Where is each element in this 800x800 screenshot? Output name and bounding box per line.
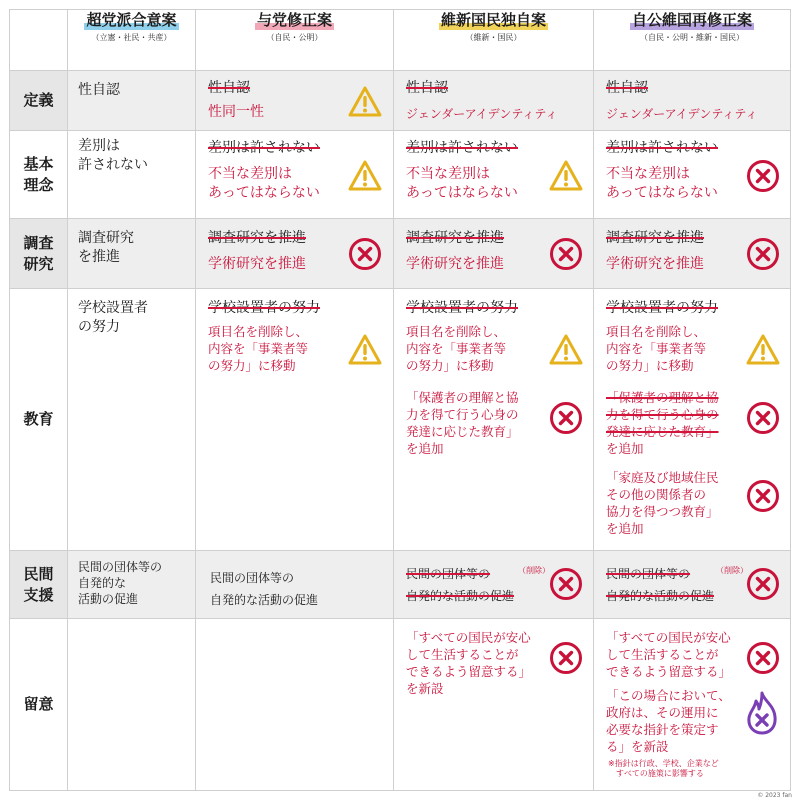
struck-text: 学校設置者の努力: [406, 300, 518, 316]
col-parties: （維新・国民）: [465, 33, 522, 42]
col-parties: （立憲・社民・共産）: [91, 33, 172, 42]
cell: [196, 131, 394, 219]
row-principle: [10, 131, 791, 219]
row-support: [10, 551, 791, 619]
cell: [196, 551, 394, 619]
cell: [394, 131, 594, 219]
revised-text: 項目名を削除し、 内容を「事業者等 の努力」に移動: [406, 324, 507, 373]
base-text: 性自認: [78, 82, 120, 98]
footnote: ※指針は行政、学校、企業など すべての施策に影響する: [608, 759, 719, 778]
cell: [594, 619, 791, 791]
warning-icon: [348, 85, 382, 119]
struck-clause: 「保護者の理解と協 力を得て行う心身の 発達に応じた教育」: [606, 390, 719, 439]
struck-text: 調査研究を推進: [406, 230, 504, 246]
row-education: [10, 289, 791, 551]
struck-text: 性自認: [208, 80, 250, 96]
revised-text: ジェンダーアイデンティティ: [606, 107, 758, 121]
corner-cell: [10, 10, 68, 71]
cell: [196, 71, 394, 131]
cell: [594, 289, 791, 551]
col-title: 超党派合意案: [86, 11, 177, 29]
cell: [394, 619, 594, 791]
deleted-label: （削除）: [716, 566, 748, 575]
row-definition: [10, 71, 791, 131]
comparison-table: [9, 9, 791, 791]
cell: [594, 551, 791, 619]
added-text: 「保護者の理解と協 力を得て行う心身の 発達に応じた教育」 を追加: [406, 390, 519, 456]
col-header-ruling: [196, 10, 394, 71]
revised-text: 項目名を削除し、 内容を「事業者等 の努力」に移動: [606, 324, 707, 373]
warning-icon: [348, 159, 382, 193]
cell: [594, 219, 791, 289]
warning-icon: [549, 333, 583, 367]
struck-text: 民間の団体等の 自発的な活動の促進: [606, 567, 715, 603]
cross-circle-icon: [549, 641, 583, 675]
struck-text: 調査研究を推進: [208, 230, 306, 246]
struck-text: 性自認: [406, 80, 448, 96]
cross-circle-icon: [746, 641, 780, 675]
cell: [68, 619, 196, 791]
cross-circle-icon: [549, 237, 583, 271]
revised-text: ジェンダーアイデンティティ: [406, 107, 558, 121]
cell: [68, 131, 196, 219]
row-attention: [10, 619, 791, 791]
cell: [196, 619, 394, 791]
cross-circle-icon: [746, 567, 780, 601]
deleted-label: （削除）: [518, 566, 550, 575]
col-parties: （自民・公明）: [266, 33, 323, 42]
row-label: 教育: [10, 289, 68, 551]
cell: [394, 219, 594, 289]
cell: [68, 71, 196, 131]
cell: [394, 289, 594, 551]
col-title: 維新国民独自案: [440, 11, 546, 29]
struck-text: 学校設置者の努力: [208, 300, 320, 316]
struck-text: 学校設置者の努力: [606, 300, 718, 316]
cross-circle-icon: [549, 401, 583, 435]
col-title: 自公維国再修正案: [631, 11, 752, 29]
added-text: 「すべての国民が安心 して生活することが できるよう留意する」: [606, 630, 732, 679]
warning-icon: [348, 333, 382, 367]
warning-icon: [746, 333, 780, 367]
cell: [394, 71, 594, 131]
copyright: © 2023 fan: [757, 792, 792, 799]
struck-added-text: [606, 389, 719, 440]
struck-text: 差別は許されない: [406, 140, 518, 156]
cell: [196, 289, 394, 551]
added-text: 「すべての国民が安心 して生活することが できるよう留意する」 を新設: [406, 630, 532, 696]
cross-circle-icon: [746, 237, 780, 271]
revised-text: 不当な差別は あってはならない: [208, 166, 320, 201]
base-text: 差別は 許されない: [78, 138, 148, 173]
struck-text: 調査研究を推進: [606, 230, 704, 246]
cell: [68, 219, 196, 289]
row-label: 留意: [10, 619, 68, 791]
base-text: 民間の団体等の 自発的な 活動の促進: [78, 560, 163, 606]
row-label: 調査 研究: [10, 219, 68, 289]
warning-icon: [549, 159, 583, 193]
revised-text: 性同一性: [208, 104, 264, 120]
col-title: 与党修正案: [256, 11, 332, 29]
cross-circle-icon: [348, 237, 382, 271]
cell: [68, 289, 196, 551]
added-text: 「家庭及び地域住民 その他の関係者の 協力を得つつ教育」 を追加: [606, 470, 719, 536]
fire-cross-icon: [744, 691, 780, 735]
struck-text: 差別は許されない: [606, 140, 718, 156]
cross-circle-icon: [746, 401, 780, 435]
struck-text: 性自認: [606, 80, 648, 96]
col-parties: （自民・公明・維新・国民）: [640, 33, 744, 42]
cell: [594, 131, 791, 219]
struck-text: 差別は許されない: [208, 140, 320, 156]
cross-circle-icon: [746, 479, 780, 513]
cell: [594, 71, 791, 131]
base-text: 民間の団体等の 自発的な活動の促進: [210, 571, 319, 607]
col-header-bipartisan: [68, 10, 196, 71]
row-label: 定義: [10, 71, 68, 131]
cell: [196, 219, 394, 289]
revised-text: 不当な差別は あってはならない: [406, 166, 518, 201]
col-header-final: [594, 10, 791, 71]
cell: [68, 551, 196, 619]
base-text: 調査研究 を推進: [78, 230, 134, 265]
add-suffix: を追加: [606, 441, 644, 456]
revised-text: 学術研究を推進: [406, 256, 504, 272]
header-row: [10, 10, 791, 71]
added-text-2: 「この場合において、 政府は、その運用に 必要な指針を策定す る」を新設: [606, 688, 731, 754]
col-header-ishin: [394, 10, 594, 71]
revised-text: 学術研究を推進: [606, 256, 704, 272]
row-label: 民間 支援: [10, 551, 68, 619]
cell: [394, 551, 594, 619]
revised-text: 不当な差別は あってはならない: [606, 166, 718, 201]
revised-text: 学術研究を推進: [208, 256, 306, 272]
row-label: 基本 理念: [10, 131, 68, 219]
revised-text: 項目名を削除し、 内容を「事業者等 の努力」に移動: [208, 324, 309, 373]
base-text: 学校設置者 の努力: [78, 300, 148, 335]
cross-circle-icon: [549, 567, 583, 601]
row-research: [10, 219, 791, 289]
cross-circle-icon: [746, 159, 780, 193]
struck-text: 民間の団体等の 自発的な活動の促進: [406, 567, 515, 603]
